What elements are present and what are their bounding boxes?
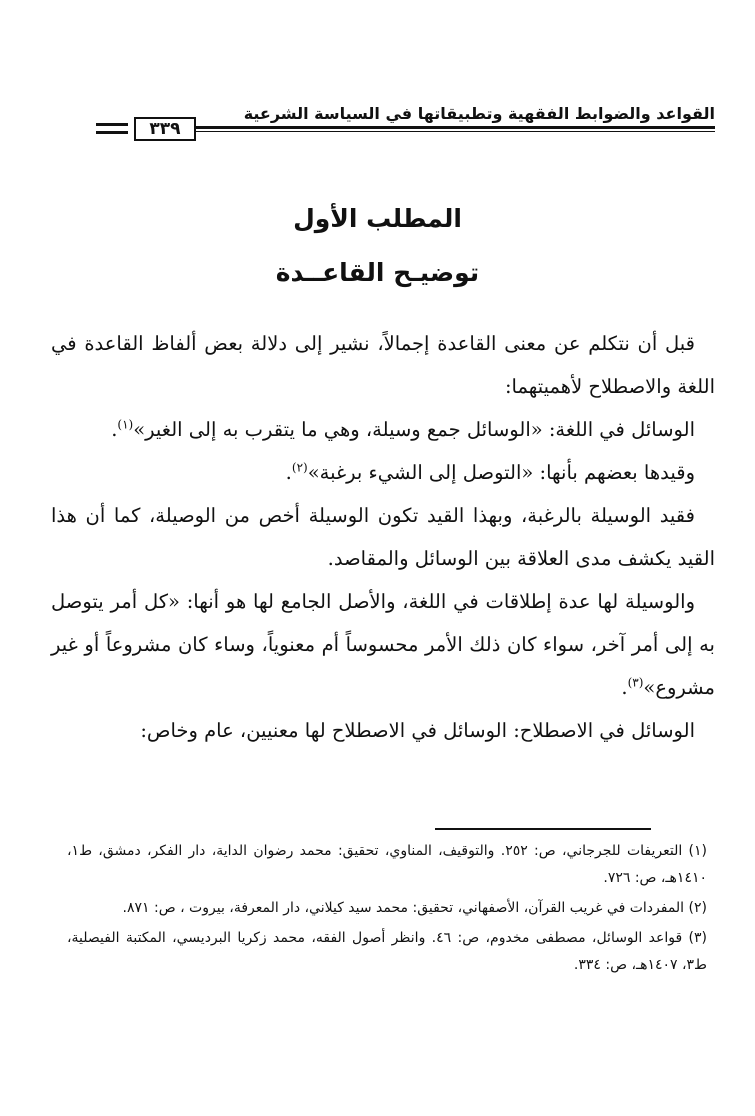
section-subtitle: توضيـح القاعــدة	[275, 258, 480, 287]
body-text	[51, 322, 715, 752]
paragraph-end: .	[621, 676, 628, 699]
paragraph-text: وقيدها بعضهم بأنها: «التوصل إلى الشيء برغبة»	[307, 461, 695, 484]
running-title: القواعد والضوابط الفقهية وتطبيقاتها في السياسة الشرعية	[243, 104, 715, 123]
paragraph: الوسائل في الاصطلاح: الوسائل في الاصطلاح لها معنيين، عام وخاص:	[140, 719, 695, 742]
paragraph	[51, 580, 715, 709]
paragraph	[51, 408, 715, 451]
footnote-separator	[435, 828, 651, 830]
paragraph: فقيد الوسيلة بالرغبة، وبهذا القيد تكون الوسيلة أخص من الوصيلة، كما أن هذا القيد يكشف مدى العلاقة بين الوسائل والمقاصد.	[51, 504, 715, 570]
footnote-ref: (٢)	[291, 460, 308, 475]
paragraph-text: الوسائل في اللغة: «الوسائل جمع وسيلة، وهي ما يتقرب به إلى الغير»	[133, 418, 695, 441]
header-dash	[96, 131, 128, 134]
paragraph-text: والوسيلة لها عدة إطلاقات في اللغة، والأصل الجامع لها هو أنها: «كل أمر يتوصل به إلى أمر آخر، سواء كان ذلك الأمر محسوساً أم معنوياً، وساء كان مشروعاً أو غير مشروع»	[51, 590, 715, 699]
paragraph-end: .	[285, 461, 292, 484]
footnote-ref: (١)	[117, 417, 134, 432]
footnote: (٢) المفردات في غريب القرآن، الأصفهاني، تحقيق: محمد سيد كيلاني، دار المعرفة، بيروت ، ص: ٨٧١.	[122, 900, 707, 916]
paragraph	[51, 451, 715, 494]
paragraph-end: .	[111, 418, 118, 441]
footnote: (١) التعريفات للجرجاني، ص: ٢٥٢. والتوقيف، المناوي، تحقيق: محمد رضوان الداية، دار الفكر، دمشق، ط١، ١٤١٠هـ، ص: ٧٢٦.	[67, 843, 708, 886]
footnotes	[67, 838, 707, 982]
header-rule-thin	[159, 131, 715, 132]
footnote-ref: (٣)	[627, 675, 644, 690]
section-title: المطلب الأول	[293, 204, 462, 233]
footnote: (٣) قواعد الوسائل، مصطفى مخدوم، ص: ٤٦. وانظر أصول الفقه، محمد زكريا البرديسي، المكتبة الفيصلية، ط٣، ١٤٠٧هـ، ص: ٣٣٤.	[67, 930, 707, 973]
header-dash	[96, 123, 128, 126]
paragraph: قبل أن نتكلم عن معنى القاعدة إجمالاً، نشير إلى دلالة بعض ألفاظ القاعدة في اللغة والاصطلاح لأهميتهما:	[51, 332, 715, 398]
header-rule-thick	[159, 126, 715, 129]
page-number: ٣٣٩	[134, 117, 196, 141]
